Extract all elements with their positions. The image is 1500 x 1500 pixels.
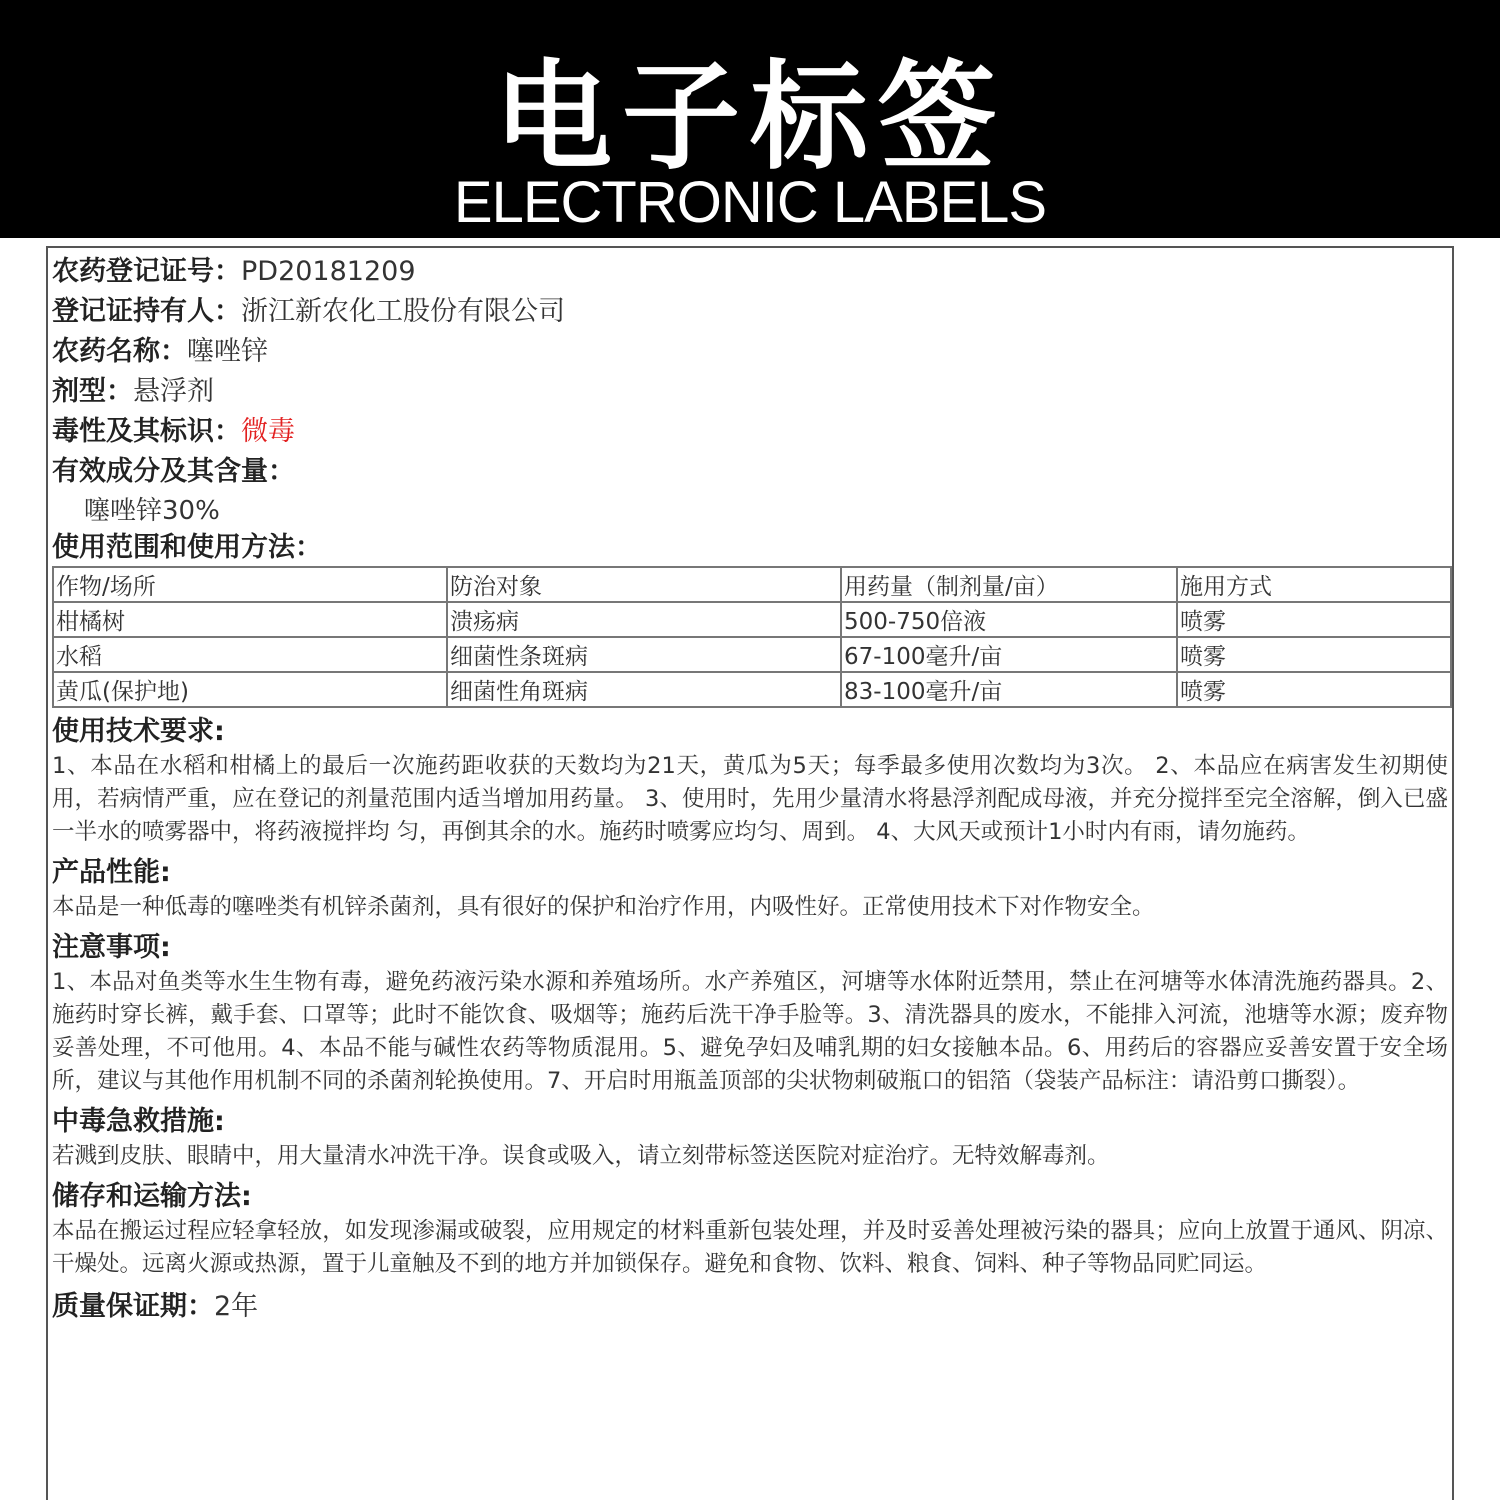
table-cell: 500-750倍液 xyxy=(841,602,1177,637)
label-content xyxy=(52,252,1448,1327)
table-row xyxy=(53,637,1451,672)
table-cell: 细菌性角斑病 xyxy=(447,672,841,707)
formulation-value: 悬浮剂 xyxy=(133,376,214,407)
first-aid-text: 若溅到皮肤、眼睛中，用大量清水冲洗干净。误食或吸入，请立刻带标签送医院对症治疗。无特效解毒剂。 xyxy=(52,1143,1110,1169)
table-cell: 水稻 xyxy=(53,637,447,672)
registration-number-label: 农药登记证号： xyxy=(52,256,241,287)
precautions-text: 1、本品对鱼类等水生生物有毒，避免药液污染水源和养殖场所。水产养殖区，河塘等水体附近禁用，禁止在河塘等水体清洗施药器具。2、施药时穿长裤，戴手套、口罩等；此时不能饮食、吸烟等；施药后洗干净手脸等。3、清洗器具的废水，不能排入河流，池塘等水源；废弃物妥善处理，不可他用。4、本品不能与碱性农药等物质混用。5、避免孕妇及哺乳期的妇女接触本品。6、用药后的容器应妥善安置于安全场所，建议与其他作用机制不同的杀菌剂轮换使用。7、开启时用瓶盖顶部的尖状物刺破瓶口的铝箔（袋装产品标注：请沿剪口撕裂）。 xyxy=(52,969,1448,1094)
precautions-title: 注意事项: xyxy=(52,932,171,963)
table-cell: 喷雾 xyxy=(1177,672,1451,707)
table-header-cell: 施用方式 xyxy=(1177,567,1451,602)
pesticide-name-label: 农药名称： xyxy=(52,336,187,367)
table-header-cell: 作物/场所 xyxy=(53,567,447,602)
table-cell: 黄瓜(保护地) xyxy=(53,672,447,707)
table-cell: 细菌性条斑病 xyxy=(447,637,841,672)
usage-title: 使用范围和使用方法： xyxy=(52,532,322,563)
page-subtitle: ELECTRONIC LABELS xyxy=(453,170,1047,235)
ingredient-value: 噻唑锌30% xyxy=(84,496,220,526)
holder-value: 浙江新农化工股份有限公司 xyxy=(241,296,565,327)
table-row xyxy=(53,602,1451,637)
technical-requirements-text: 1、本品在水稻和柑橘上的最后一次施药距收获的天数均为21天，黄瓜为5天；每季最多使用次数均为3次。 2、本品应在病害发生初期使用，若病情严重，应在登记的剂量范围内适当增加用药量。 3、使用时，先用少量清水将悬浮剂配成母液，并充分搅拌至完全溶解，倒入已盛一半水的喷雾器中，将药液搅拌均 匀，再倒其余的水。施药时喷雾应均匀、周到。 4、大风天或预计1小时内有雨，请勿施药。 xyxy=(52,753,1448,845)
table-cell: 柑橘树 xyxy=(53,602,447,637)
table-cell: 喷雾 xyxy=(1177,637,1451,672)
shelf-life-row xyxy=(52,1287,1448,1327)
ingredient-label: 有效成分及其含量： xyxy=(52,456,295,487)
page-title: 电子标签 xyxy=(493,48,1006,186)
ingredient-row xyxy=(52,452,1448,492)
table-row xyxy=(53,672,1451,707)
formulation-row xyxy=(52,372,1448,412)
table-cell: 83-100毫升/亩 xyxy=(841,672,1177,707)
registration-number-value: PD20181209 xyxy=(241,256,416,287)
storage-title: 储存和运输方法: xyxy=(52,1181,252,1212)
table-cell: 67-100毫升/亩 xyxy=(841,637,1177,672)
first-aid-title: 中毒急救措施: xyxy=(52,1106,225,1137)
holder-row xyxy=(52,292,1448,332)
registration-number-row xyxy=(52,252,1448,292)
storage-text: 本品在搬运过程应轻拿轻放，如发现渗漏或破裂，应用规定的材料重新包装处理，并及时妥善处理被污染的器具；应向上放置于通风、阴凉、干燥处。远离火源或热源，置于儿童触及不到的地方并加锁保存。避免和食物、饮料、粮食、饲料、种子等物品同贮同运。 xyxy=(52,1218,1448,1277)
performance-title: 产品性能: xyxy=(52,857,171,888)
shelf-life-value: 2年 xyxy=(214,1291,259,1322)
performance-text: 本品是一种低毒的噻唑类有机锌杀菌剂，具有很好的保护和治疗作用，内吸性好。正常使用技术下对作物安全。 xyxy=(52,894,1155,920)
toxicity-value: 微毒 xyxy=(241,416,295,447)
table-cell: 喷雾 xyxy=(1177,602,1451,637)
table-header-cell: 防治对象 xyxy=(447,567,841,602)
pesticide-name-row xyxy=(52,332,1448,372)
table-cell: 溃疡病 xyxy=(447,602,841,637)
pesticide-name-value: 噻唑锌 xyxy=(187,336,268,367)
holder-label: 登记证持有人： xyxy=(52,296,241,327)
usage-table xyxy=(52,566,1452,708)
table-header-row xyxy=(53,567,1451,602)
toxicity-label: 毒性及其标识： xyxy=(52,416,241,447)
formulation-label: 剂型： xyxy=(52,376,133,407)
label-panel xyxy=(46,246,1454,1500)
table-header-cell: 用药量（制剂量/亩） xyxy=(841,567,1177,602)
shelf-life-label: 质量保证期： xyxy=(52,1291,214,1322)
toxicity-row xyxy=(52,412,1448,452)
technical-requirements-title: 使用技术要求: xyxy=(52,716,225,747)
header-banner xyxy=(0,0,1500,238)
